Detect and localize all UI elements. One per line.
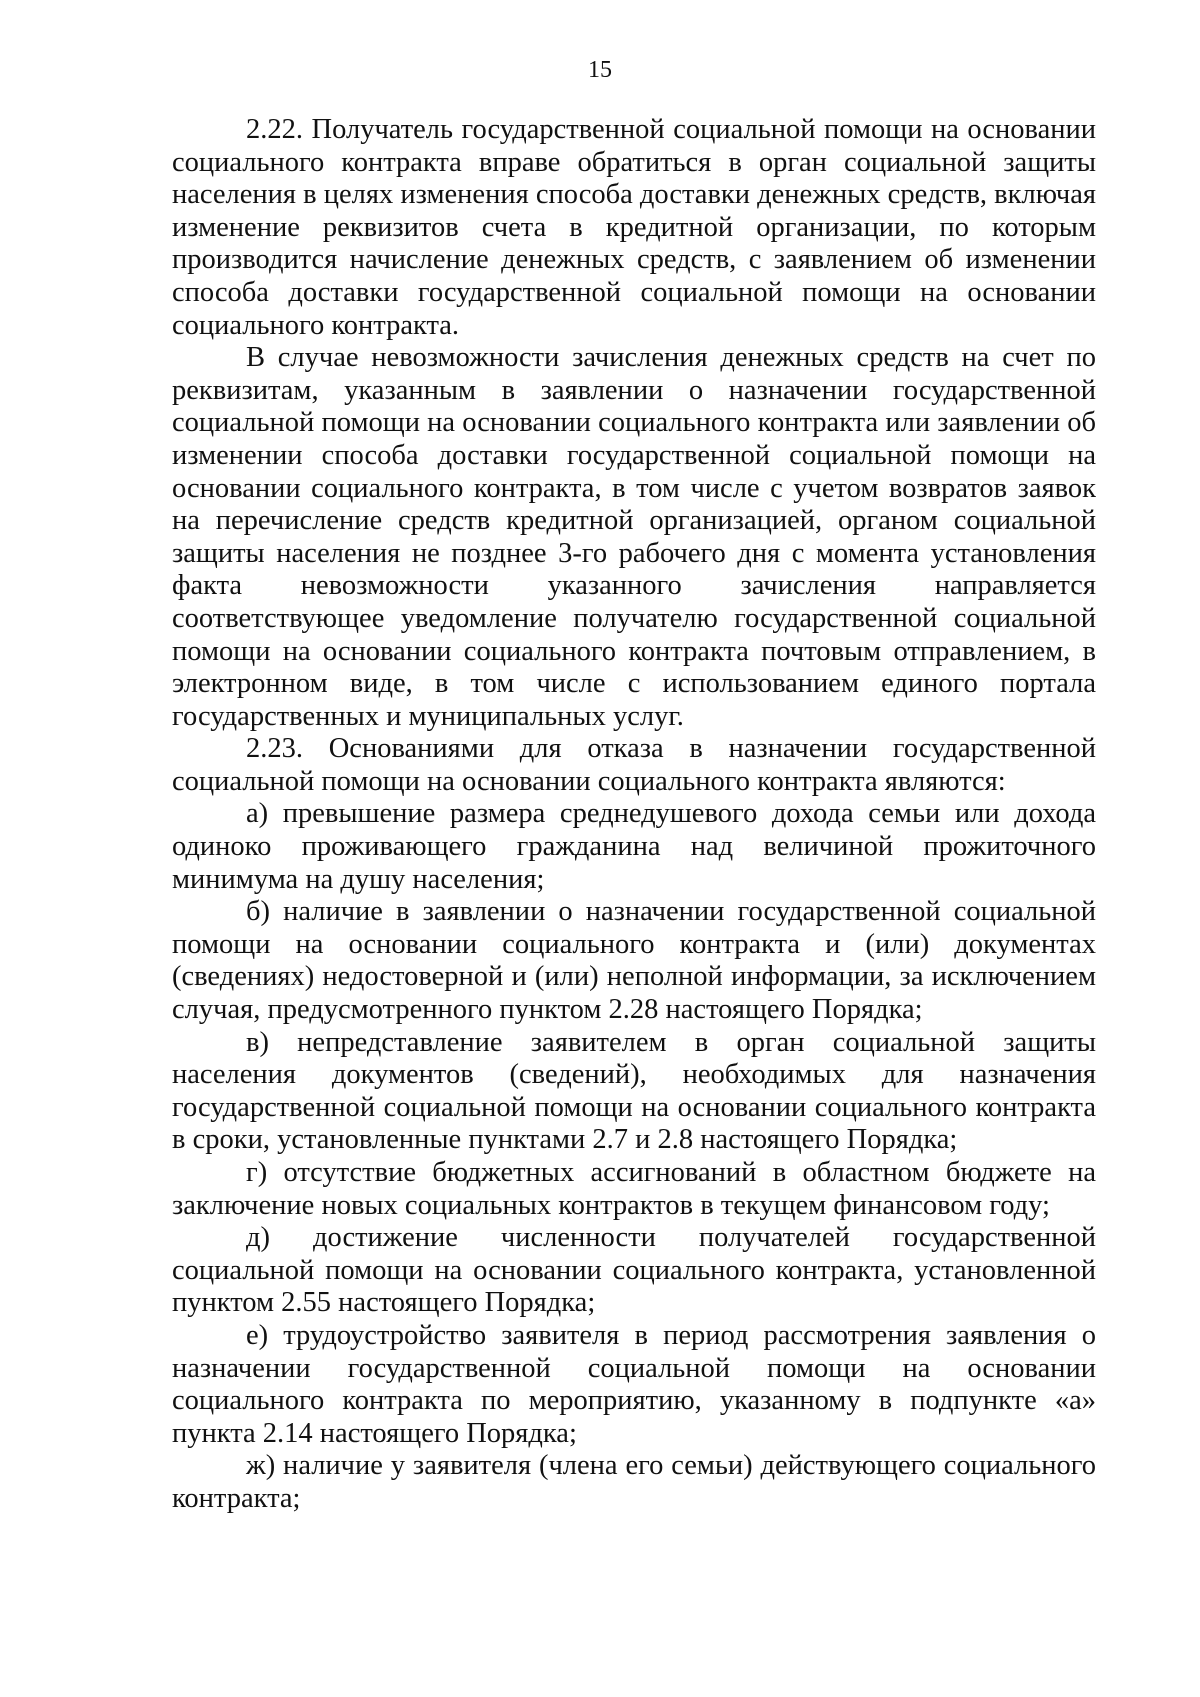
list-item-a: а) превышение размера среднедушевого дохода семьи или дохода одиноко проживающего гражданина над величиной прожиточного минимума на душу населения; xyxy=(172,798,1096,895)
list-item-b: б) наличие в заявлении о назначении государственной социальной помощи на основании социального контракта и (или) документах (сведениях) недостоверной и (или) неполной информации, за исключением случая, предусмотренного пунктом 2.28 настоящего Порядка; xyxy=(172,896,1096,1026)
list-item-g: г) отсутствие бюджетных ассигнований в областном бюджете на заключение новых социальных контрактов в текущем финансовом году; xyxy=(172,1157,1096,1221)
paragraph-impossibility-of-crediting: В случае невозможности зачисления денежных средств на счет по реквизитам, указанным в заявлении о назначении государственной социальной помощи на основании социального контракта или заявлении об изменении способа доставки государственной социальной помощи на основании социального контракта, в том числе с учетом возвратов заявок на перечисление средств кредитной организацией, органом социальной защиты населения не позднее 3-го рабочего дня с момента установления факта невозможности указанного зачисления направляется соответствующее уведомление получателю государственной социальной помощи на основании социального контракта почтовым отправлением, в электронном виде, в том числе с использованием единого портала государственных и муниципальных услуг. xyxy=(172,342,1096,732)
list-item-zh: ж) наличие у заявителя (члена его семьи) действующего социального контракта; xyxy=(172,1450,1096,1514)
list-item-d: д) достижение численности получателей государственной социальной помощи на основании социального контракта, установленной пунктом 2.55 настоящего Порядка; xyxy=(172,1222,1096,1319)
paragraph-2-22: 2.22. Получатель государственной социальной помощи на основании социального контракта вправе обратиться в орган социальной защиты населения в целях изменения способа доставки денежных средств, включая изменение реквизитов счета в кредитной организации, по которым производится начисление денежных средств, с заявлением об изменении способа доставки государственной социальной помощи на основании социального контракта. xyxy=(172,114,1096,341)
page-number: 15 xyxy=(588,57,612,83)
document-body xyxy=(172,114,1096,1516)
list-item-e: е) трудоустройство заявителя в период рассмотрения заявления о назначении государственной социальной помощи на основании социального контракта по мероприятию, указанному в подпункте «а» пункта 2.14 настоящего Порядка; xyxy=(172,1319,1096,1449)
paragraph-2-23: 2.23. Основаниями для отказа в назначении государственной социальной помощи на основании социального контракта являются: xyxy=(172,733,1096,797)
list-item-v: в) непредставление заявителем в орган социальной защиты населения документов (сведений), необходимых для назначения государственной социальной помощи на основании социального контракта в сроки, установленные пунктами 2.7 и 2.8 настоящего Порядка; xyxy=(172,1026,1096,1156)
